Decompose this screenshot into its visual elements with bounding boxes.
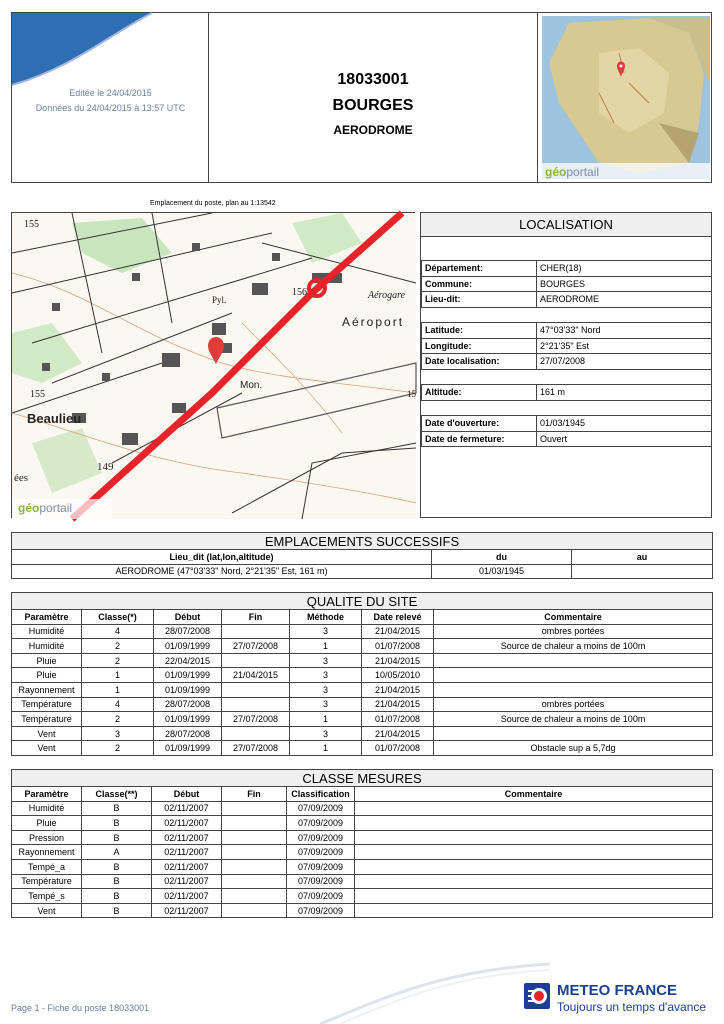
table-cell [434,653,713,668]
table-cell: 2 [82,653,154,668]
table-cell: 1 [290,741,362,756]
map-label-pyl: Pyl. [212,295,227,305]
table-cell: 3 [290,682,362,697]
loc-row: Lieu-dit: AERODROME [422,292,712,308]
column-header: Date relevé [362,610,434,625]
table-cell: 01/09/1999 [154,668,222,683]
table-cell: 01/07/2008 [362,741,434,756]
geoportail-logo: géoportail [545,165,600,179]
table-row [12,624,713,639]
table-cell: Rayonnement [12,682,82,697]
table-cell: 22/04/2015 [154,653,222,668]
column-header: Classe(*) [82,610,154,625]
table-cell [434,682,713,697]
table-cell: ombres portées [434,624,713,639]
table-cell: 3 [290,726,362,741]
loc-row: Date d'ouverture: 01/03/1945 [422,416,712,432]
table-cell [222,801,287,816]
table-cell [355,903,713,918]
header-swoosh [12,13,209,93]
table-row [12,859,713,874]
edited-date: Editée le 24/04/2015 [69,88,152,98]
table-cell: 07/09/2009 [287,874,355,889]
table-cell: 02/11/2007 [152,830,222,845]
table-row [12,712,713,727]
table-cell: 07/09/2009 [287,845,355,860]
table-cell: 28/07/2008 [154,697,222,712]
table-cell: 07/09/2009 [287,859,355,874]
table-cell: 07/09/2009 [287,816,355,831]
table-cell [222,903,287,918]
column-header: Classification [287,787,355,802]
table-cell: B [82,889,152,904]
table-cell: B [82,816,152,831]
table-cell: 10/05/2010 [362,668,434,683]
column-header: Paramètre [12,787,82,802]
table-cell: 3 [290,624,362,639]
column-header: Commentaire [434,610,713,625]
table-cell [222,845,287,860]
table-cell [222,653,290,668]
footer-brand: METEO FRANCE [557,982,677,999]
table-cell: 28/07/2008 [154,624,222,639]
table-cell: 1 [82,682,154,697]
table-cell [355,830,713,845]
table-cell: Humidité [12,639,82,654]
map-label-ees: ées [14,472,29,484]
table-row [12,874,713,889]
meteo-france-logo-icon [524,983,550,1009]
map-label-aerogare: Aérogare [368,290,406,301]
table-cell: 2 [82,741,154,756]
table-cell: 27/07/2008 [222,741,290,756]
table-cell: 01/09/1999 [154,682,222,697]
table-row [12,830,713,845]
table-cell: Rayonnement [12,845,82,860]
table-cell [355,845,713,860]
column-header: Fin [222,610,290,625]
table-cell: 07/09/2009 [287,830,355,845]
map-label-aeroport: Aéroport [342,315,405,329]
table-cell: 01/07/2008 [362,712,434,727]
column-header: Méthode [290,610,362,625]
table-row [12,564,713,579]
table-cell: 02/11/2007 [152,801,222,816]
table-cell: Température [12,874,82,889]
table-cell: Source de chaleur a moins de 100m [434,639,713,654]
column-header: Fin [222,787,287,802]
table-cell: Obstacle sup a 5,7dg [434,741,713,756]
column-header: Début [154,610,222,625]
map-label-mon: Mon. [240,380,263,391]
table-cell: Pluie [12,668,82,683]
table-cell: B [82,874,152,889]
table-cell: A [82,845,152,860]
table-cell: 02/11/2007 [152,889,222,904]
table-cell [222,859,287,874]
table-row [12,726,713,741]
station-place: AERODROME [333,123,413,137]
table-cell: 2 [82,639,154,654]
table-row [12,653,713,668]
table-cell: 21/04/2015 [362,682,434,697]
table-row [12,639,713,654]
qualite-table [11,592,713,756]
table-row [12,741,713,756]
loc-row: Altitude: 161 m [422,385,712,401]
table-cell [222,726,290,741]
map-label-15: 15 [407,389,416,399]
table-cell: 3 [290,653,362,668]
table-cell: Tempé_a [12,859,82,874]
column-header: au [572,550,713,565]
table-cell: 21/04/2015 [362,697,434,712]
table-cell: 4 [82,697,154,712]
header-title-block [209,13,538,182]
table-cell: 3 [290,697,362,712]
table-cell [222,624,290,639]
table-cell: Pression [12,830,82,845]
table-cell: 01/09/1999 [154,741,222,756]
station-name: BOURGES [332,97,414,114]
table-row [12,682,713,697]
table-cell: 1 [290,712,362,727]
table-cell: Humidité [12,624,82,639]
table-cell: 02/11/2007 [152,845,222,860]
table-cell [355,889,713,904]
table-cell: B [82,830,152,845]
table-cell: ombres portées [434,697,713,712]
table-cell: Tempé_s [12,889,82,904]
table-cell: Humidité [12,801,82,816]
loc-row: Longitude: 2°21'35" Est [422,338,712,354]
table-cell [222,889,287,904]
table-cell: 01/03/1945 [432,564,572,579]
localisation-title: LOCALISATION [421,213,711,237]
table-cell: 21/04/2015 [362,726,434,741]
classe-title: CLASSE MESURES [12,770,713,787]
table-cell: Vent [12,903,82,918]
table-cell: B [82,859,152,874]
loc-row: Date de fermeture: Ouvert [422,431,712,447]
table-row [12,816,713,831]
table-cell [222,874,287,889]
table-row [12,889,713,904]
table-cell: 2 [82,712,154,727]
table-cell: 01/09/1999 [154,639,222,654]
column-header: du [432,550,572,565]
table-cell [572,564,713,579]
table-cell: 02/11/2007 [152,903,222,918]
loc-row: Date localisation: 27/07/2008 [422,354,712,370]
table-cell: 27/07/2008 [222,639,290,654]
table-cell: 1 [290,639,362,654]
map-label-beaulieu: Beaulieu [27,411,82,426]
table-row [12,668,713,683]
localisation-panel [420,212,712,518]
table-cell: 1 [82,668,154,683]
table-cell [222,697,290,712]
table-cell: 02/11/2007 [152,859,222,874]
data-date: Données du 24/04/2015 à 13:57 UTC [35,103,186,113]
table-cell: 21/04/2015 [222,668,290,683]
table-cell: 07/09/2009 [287,801,355,816]
map-label-155b: 155 [30,389,45,400]
column-header: Paramètre [12,610,82,625]
table-cell: 28/07/2008 [154,726,222,741]
table-cell [355,874,713,889]
france-map [539,13,713,182]
footer-tagline: Toujours un temps d'avance [557,1000,707,1014]
table-cell [222,830,287,845]
table-cell: Vent [12,726,82,741]
map-label-156: 156 [292,287,307,298]
table-cell [355,816,713,831]
column-header: Commentaire [355,787,713,802]
table-cell: Source de chaleur a moins de 100m [434,712,713,727]
table-row [12,801,713,816]
table-cell [355,801,713,816]
table-cell: 21/04/2015 [362,653,434,668]
table-cell [222,682,290,697]
table-cell [434,668,713,683]
table-cell: 3 [290,668,362,683]
map-caption: Emplacement du poste, plan au 1:13542 [150,200,276,207]
table-cell [434,726,713,741]
classe-table [11,769,713,918]
station-id: 18033001 [337,71,409,88]
table-cell: 07/09/2009 [287,889,355,904]
table-cell: B [82,801,152,816]
header-left [12,13,209,182]
table-cell: 3 [82,726,154,741]
table-cell: 07/09/2009 [287,903,355,918]
table-cell: 02/11/2007 [152,816,222,831]
qualite-title: QUALITE DU SITE [12,593,713,610]
map-label-155: 155 [24,219,39,230]
header-box [11,12,712,183]
table-cell: 4 [82,624,154,639]
table-cell: 02/11/2007 [152,874,222,889]
footer-page: Page 1 - Fiche du poste 18033001 [11,1003,150,1013]
emplacements-title: EMPLACEMENTS SUCCESSIFS [12,533,713,550]
topo-map [11,212,415,518]
table-cell: B [82,903,152,918]
map-label-149: 149 [97,461,114,473]
table-cell [222,816,287,831]
table-cell: Température [12,712,82,727]
table-cell: Pluie [12,653,82,668]
column-header: Début [152,787,222,802]
table-row [12,845,713,860]
table-cell [355,859,713,874]
table-cell: Température [12,697,82,712]
table-cell: 01/09/1999 [154,712,222,727]
table-cell: 01/07/2008 [362,639,434,654]
column-header: Lieu_dit (lat,lon,altitude) [12,550,432,565]
table-cell: 21/04/2015 [362,624,434,639]
table-cell: Vent [12,741,82,756]
table-row [12,697,713,712]
table-cell: Pluie [12,816,82,831]
loc-row: Département: CHER(18) [422,261,712,277]
map-geoportail-logo: géoportail [18,501,73,515]
table-row [12,903,713,918]
table-cell: AERODROME (47°03'33" Nord, 2°21'35" Est, 161 m) [12,564,432,579]
emplacements-table [11,532,713,579]
table-cell: 27/07/2008 [222,712,290,727]
localisation-table [421,260,712,447]
column-header: Classe(**) [82,787,152,802]
loc-row: Latitude: 47°03'33" Nord [422,323,712,339]
loc-row: Commune: BOURGES [422,276,712,292]
